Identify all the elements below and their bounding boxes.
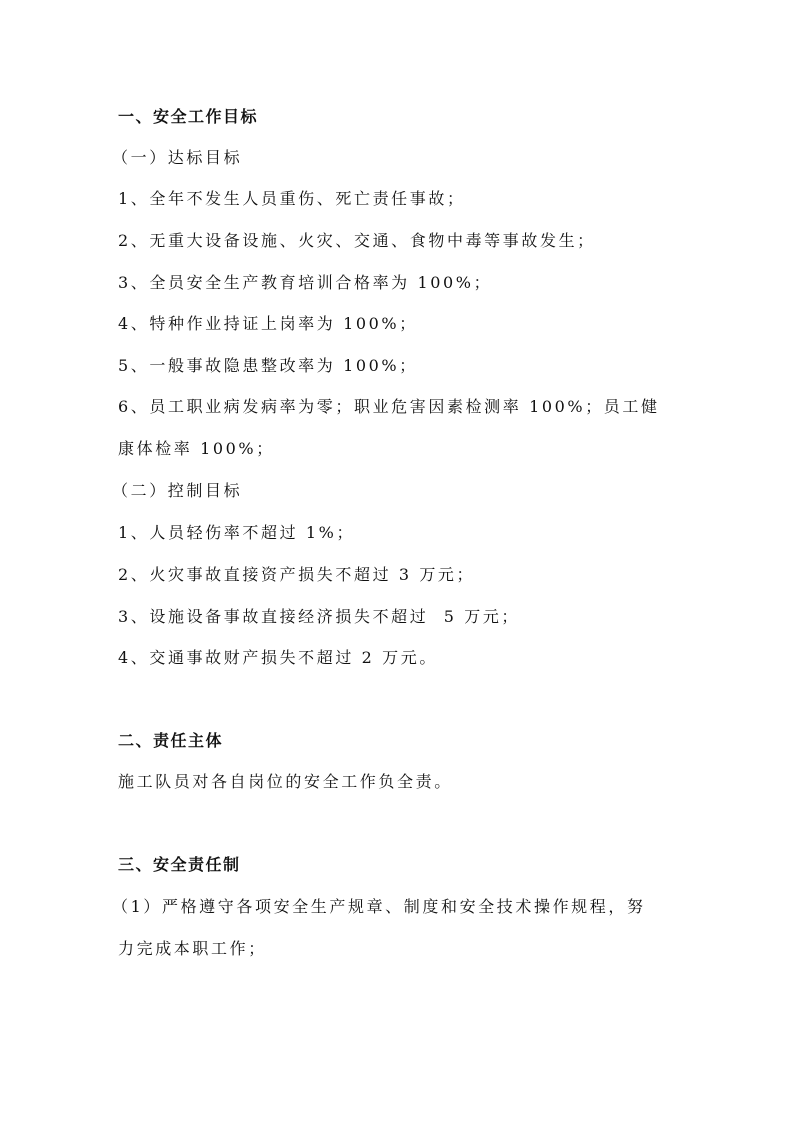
list-item: 3、全员安全生产教育培训合格率为 100%； [118, 273, 493, 292]
section-heading: 二、责任主体 [118, 731, 224, 750]
section-heading: 三、安全责任制 [118, 855, 241, 874]
section-heading: 一、安全工作目标 [118, 107, 259, 126]
paragraph: （1）严格遵守各项安全生产规章、制度和安全技术操作规程，努 [112, 897, 646, 916]
subsection-title: （一）达标目标 [112, 148, 243, 167]
list-item: 4、特种作业持证上岗率为 100%； [118, 314, 418, 333]
list-item: 2、火灾事故直接资产损失不超过 3 万元； [118, 565, 476, 584]
list-item: 5、一般事故隐患整改率为 100%； [118, 356, 418, 375]
subsection-title: （二）控制目标 [112, 481, 243, 500]
list-item: 6、员工职业病发病率为零；职业危害因素检测率 100%；员工健 [118, 397, 660, 416]
list-item: 4、交通事故财产损失不超过 2 万元。 [118, 648, 438, 667]
list-item: 3、设施设备事故直接经济损失不超过 5 万元； [118, 607, 521, 626]
list-item: 2、无重大设备设施、火灾、交通、食物中毒等事故发生； [118, 231, 596, 250]
list-item: 1、全年不发生人员重伤、死亡责任事故； [118, 189, 466, 208]
list-item: 1、人员轻伤率不超过 1%； [118, 523, 356, 542]
paragraph-continuation: 力完成本职工作； [118, 939, 267, 958]
list-item-continuation: 康体检率 100%； [118, 439, 275, 458]
paragraph: 施工队员对各自岗位的安全工作负全责。 [118, 772, 453, 791]
